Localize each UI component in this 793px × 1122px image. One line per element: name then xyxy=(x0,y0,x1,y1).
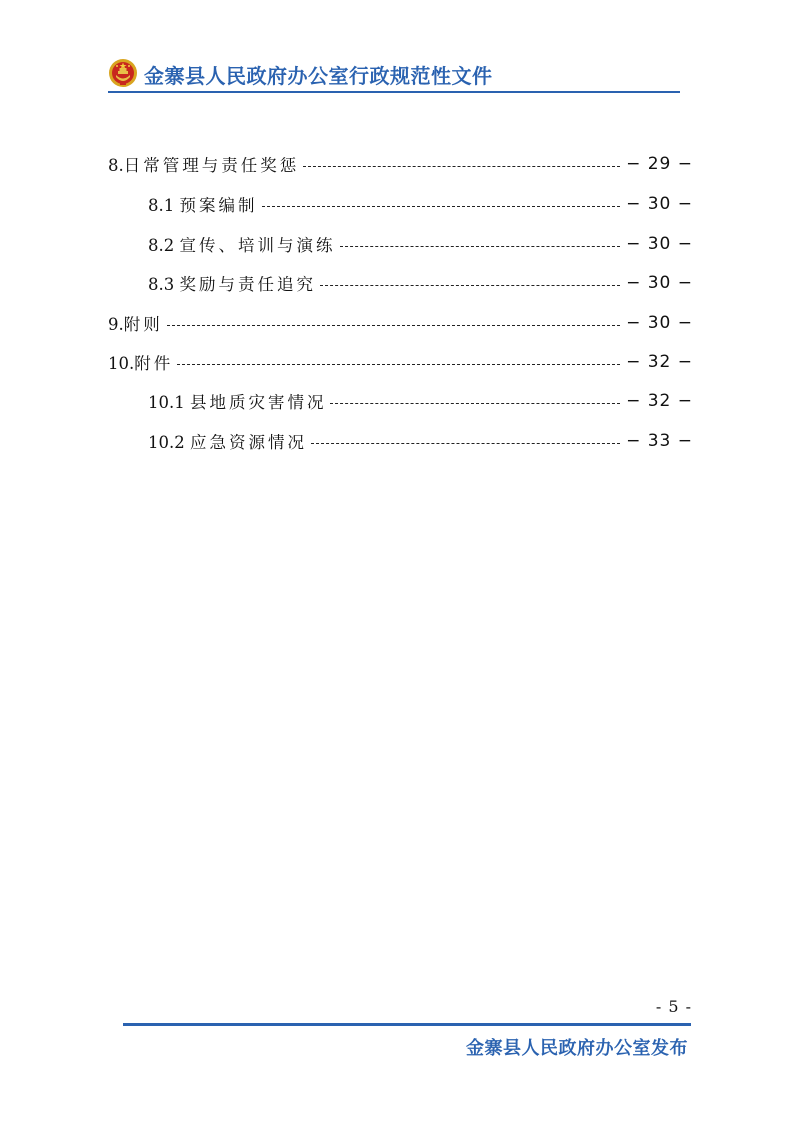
toc-entry[interactable] xyxy=(148,191,693,217)
toc-entry[interactable] xyxy=(108,310,693,336)
footer-divider xyxy=(123,1023,691,1026)
toc-entry-label xyxy=(108,152,299,176)
toc-entry-text: 宣传、培训与演练 xyxy=(179,236,336,255)
page-number: - 5 - xyxy=(655,997,692,1016)
toc-entry-number: 8.3 xyxy=(148,275,180,294)
toc-entry[interactable] xyxy=(108,349,693,375)
footer-publisher: 金寨县人民政府办公室发布 xyxy=(466,1038,688,1059)
toc-entry-text: 应急资源情况 xyxy=(189,433,307,452)
toc-entry[interactable] xyxy=(148,231,693,257)
toc-entry-page: − 30 − xyxy=(626,313,693,333)
toc-entry-label xyxy=(148,389,326,413)
toc-leader xyxy=(167,325,620,326)
toc-entry-page: − 32 − xyxy=(626,391,693,411)
toc-entry-number: 10.1 xyxy=(148,393,190,412)
toc-entry-page: − 30 − xyxy=(626,194,693,214)
toc-entry-text: 奖励与责任追究 xyxy=(179,275,316,294)
toc-entry-label xyxy=(148,232,336,256)
national-emblem-icon xyxy=(108,58,138,88)
toc-entry-label xyxy=(148,429,307,453)
toc-entry-page: − 30 − xyxy=(626,273,693,293)
toc-entry[interactable] xyxy=(148,388,693,414)
toc-leader xyxy=(340,246,621,247)
toc-entry-number: 10. xyxy=(108,354,135,373)
toc-leader xyxy=(177,364,620,365)
toc-entry-number: 9. xyxy=(108,315,124,334)
toc-entry-label xyxy=(108,311,163,335)
toc-entry-text: 日常管理与责任奖惩 xyxy=(123,156,300,175)
header-divider xyxy=(108,91,680,93)
toc-entry-text: 县地质灾害情况 xyxy=(189,393,327,412)
toc-entry-number: 10.2 xyxy=(148,433,190,452)
toc-entry-number: 8. xyxy=(108,156,124,175)
toc-entry-number: 8.1 xyxy=(148,196,180,215)
toc-leader xyxy=(320,285,620,286)
toc-entry-page: − 30 − xyxy=(626,234,693,254)
toc-entry-number: 8.2 xyxy=(148,236,180,255)
toc-entry-page: − 32 − xyxy=(626,352,693,372)
toc-leader xyxy=(303,166,620,167)
toc-entry-label xyxy=(148,192,258,216)
toc-entry-label xyxy=(108,350,173,374)
toc-entry-text: 附则 xyxy=(123,315,163,334)
toc-entry-label xyxy=(148,271,316,295)
toc-entry-page: − 29 − xyxy=(626,154,693,174)
document-header xyxy=(108,58,680,94)
header-title: 金寨县人民政府办公室行政规范性文件 xyxy=(144,64,493,88)
toc-entry[interactable] xyxy=(148,270,693,296)
toc-entry-text: 预案编制 xyxy=(179,196,258,215)
toc-entry[interactable] xyxy=(108,151,693,177)
toc-leader xyxy=(262,206,621,207)
toc-entry[interactable] xyxy=(148,428,693,454)
toc-leader xyxy=(311,443,620,444)
toc-entry-page: − 33 − xyxy=(626,431,693,451)
toc-entry-text: 附件 xyxy=(134,354,174,373)
toc-leader xyxy=(330,403,620,404)
